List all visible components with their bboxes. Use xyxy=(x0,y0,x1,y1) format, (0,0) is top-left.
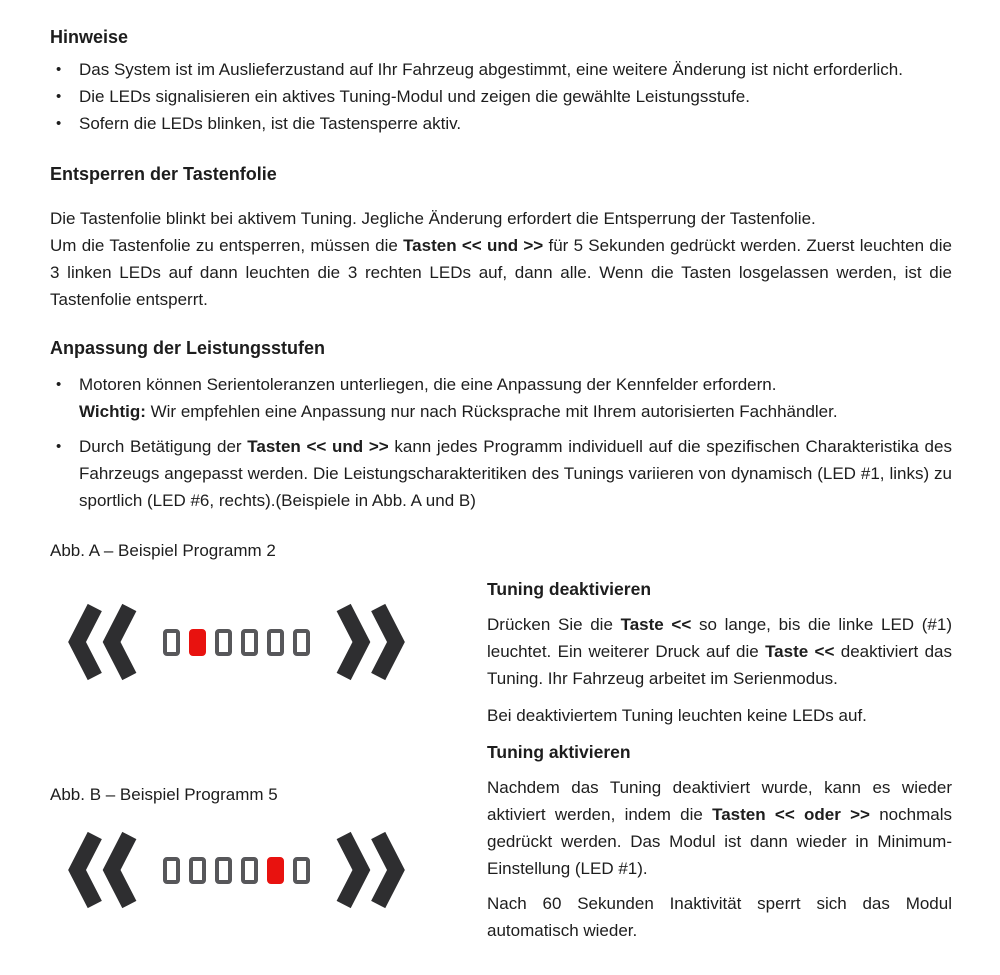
keys-bold-text: Tasten << oder >> xyxy=(712,805,870,824)
bullet-icon: • xyxy=(56,115,62,132)
note-text: Das System ist im Auslieferzustand auf Ihr Fahrzeug abgestimmt, eine weitere Änderung ist nicht erforderlich. xyxy=(79,60,903,79)
notes-list xyxy=(50,56,952,137)
tuning-text-column xyxy=(487,528,952,944)
keys-bold-text: Tasten << und >> xyxy=(403,236,544,255)
led-4 xyxy=(241,857,258,884)
led-5 xyxy=(267,629,284,656)
key-bold-text: Taste << xyxy=(620,615,692,634)
led-5-active xyxy=(267,857,284,884)
bullet-icon: • xyxy=(56,376,62,393)
adjustment-text: kann jedes Programm individuell auf die spezifischen Charakteristika des Fahrzeugs angepasst werden. Die Leistungscharakteritiken des Tunings variieren von dynamisch (LED #1, links) zu sportlich (LED #6, rechts).(Beispiele in Abb. A und B) xyxy=(79,437,952,510)
list-item xyxy=(50,56,952,83)
adjustment-text: Wir empfehlen eine Anpassung nur nach Rücksprache mit Ihrem autorisierten Fachhändler. xyxy=(145,402,838,421)
led-6 xyxy=(293,629,310,656)
unlock-text: Um die Tastenfolie zu entsperren, müssen die xyxy=(50,236,404,255)
deactivate-heading: Tuning deaktivieren xyxy=(487,579,652,599)
activate-text: Nachdem das Tuning deaktiviert wurde, kann es wieder aktiviert werden, indem die xyxy=(487,778,952,824)
adjustment-list xyxy=(50,371,952,514)
activate-heading: Tuning aktivieren xyxy=(487,742,631,762)
double-chevron-left-icon xyxy=(64,828,148,912)
unlock-text: Die Tastenfolie blinkt bei aktivem Tuning. Jegliche Änderung erfordert die Entsperrung der Tastenfolie. xyxy=(50,209,816,228)
notes-heading: Hinweise xyxy=(50,27,129,47)
important-bold-text: Wichtig: xyxy=(79,402,146,421)
unlock-section xyxy=(50,163,952,313)
activate-paragraph xyxy=(487,774,952,882)
list-item xyxy=(50,110,952,137)
figure-a-graphic xyxy=(50,600,487,684)
unlock-text: für 5 Sekunden gedrückt werden. Zuerst leuchten die 3 linken LEDs auf dann leuchten die 3 rechten LEDs auf, dann alle. Wenn die Tasten losgelassen werden, ist die Tastenfolie entsperrt. xyxy=(50,236,952,309)
list-item xyxy=(50,433,952,514)
figure-b-label: Abb. B – Beispiel Programm 5 xyxy=(50,785,278,804)
bullet-icon: • xyxy=(56,88,62,105)
adjustment-text: Motoren können Serientoleranzen unterliegen, die eine Anpassung der Kennfelder erfordern. xyxy=(79,375,777,394)
led-1 xyxy=(163,857,180,884)
figures-section xyxy=(50,528,952,944)
activate-text: nochmals gedrückt werden. Das Modul ist dann wieder in Minimum-Einstellung (LED #1). xyxy=(487,805,952,878)
keys-bold-text: Tasten << und >> xyxy=(247,437,389,456)
double-chevron-right-icon xyxy=(325,828,409,912)
led-2-active xyxy=(189,629,206,656)
led-3 xyxy=(215,857,232,884)
note-text: Sofern die LEDs blinken, ist die Tastensperre aktiv. xyxy=(79,114,462,133)
list-item xyxy=(50,371,952,425)
figure-b-graphic xyxy=(50,828,487,912)
unlock-paragraph xyxy=(50,205,952,313)
adjustment-heading: Anpassung der Leistungsstufen xyxy=(50,338,326,358)
led-1 xyxy=(163,629,180,656)
deactivate-text: Drücken Sie die xyxy=(487,615,621,634)
led-4 xyxy=(241,629,258,656)
adjustment-section xyxy=(50,337,952,514)
notes-section xyxy=(50,26,952,137)
list-item xyxy=(50,83,952,110)
double-chevron-left-icon xyxy=(64,600,148,684)
double-chevron-right-icon xyxy=(325,600,409,684)
adjustment-text: Durch Betätigung der xyxy=(79,437,248,456)
deactivate-text: deaktiviert das Tuning. Ihr Fahrzeug arbeitet im Serienmodus. xyxy=(487,642,952,688)
led-6 xyxy=(293,857,310,884)
key-bold-text: Taste << xyxy=(765,642,835,661)
led-3 xyxy=(215,629,232,656)
lock-timeout-paragraph: Nach 60 Sekunden Inaktivität sperrt sich das Modul automatisch wieder. xyxy=(487,894,952,940)
figures-column xyxy=(50,528,487,944)
unlock-heading: Entsperren der Tastenfolie xyxy=(50,164,277,184)
deactivate-text: so lange, bis die linke LED (#1) leuchtet. Ein weiterer Druck auf die xyxy=(487,615,952,661)
led-row-a xyxy=(163,629,310,656)
led-2 xyxy=(189,857,206,884)
bullet-icon: • xyxy=(56,61,62,78)
note-text: Die LEDs signalisieren ein aktives Tuning-Modul und zeigen die gewählte Leistungsstufe. xyxy=(79,87,750,106)
deactivate-note: Bei deaktiviertem Tuning leuchten keine LEDs auf. xyxy=(487,706,867,725)
bullet-icon: • xyxy=(56,438,62,455)
led-row-b xyxy=(163,857,310,884)
figure-a-label: Abb. A – Beispiel Programm 2 xyxy=(50,541,276,560)
deactivate-paragraph xyxy=(487,611,952,692)
